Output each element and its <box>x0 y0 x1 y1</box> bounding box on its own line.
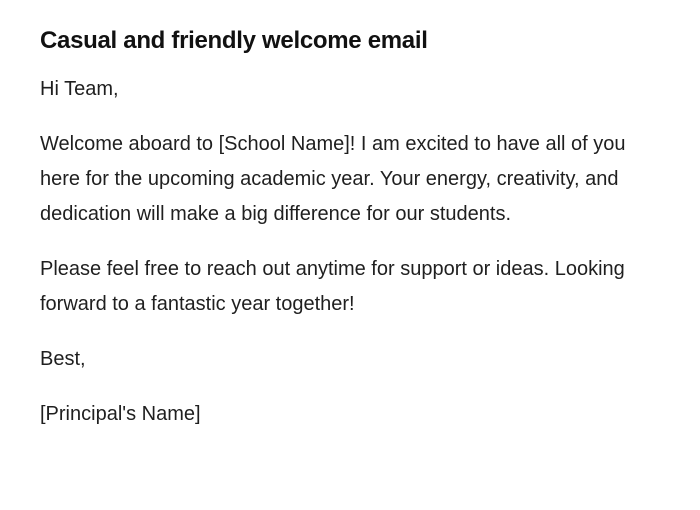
email-title: Casual and friendly welcome email <box>40 27 428 54</box>
email-body-paragraph-2: Please feel free to reach out anytime for support or ideas. Looking forward to a fantastic year together! <box>40 258 625 315</box>
email-signoff: Best, <box>40 348 86 370</box>
email-signature: [Principal's Name] <box>40 403 201 425</box>
email-body-paragraph-1: Welcome aboard to [School Name]! I am excited to have all of you here for the upcoming academic year. Your energy, creativity, and dedication will make a big difference for our students. <box>40 133 626 225</box>
email-greeting: Hi Team, <box>40 78 119 100</box>
